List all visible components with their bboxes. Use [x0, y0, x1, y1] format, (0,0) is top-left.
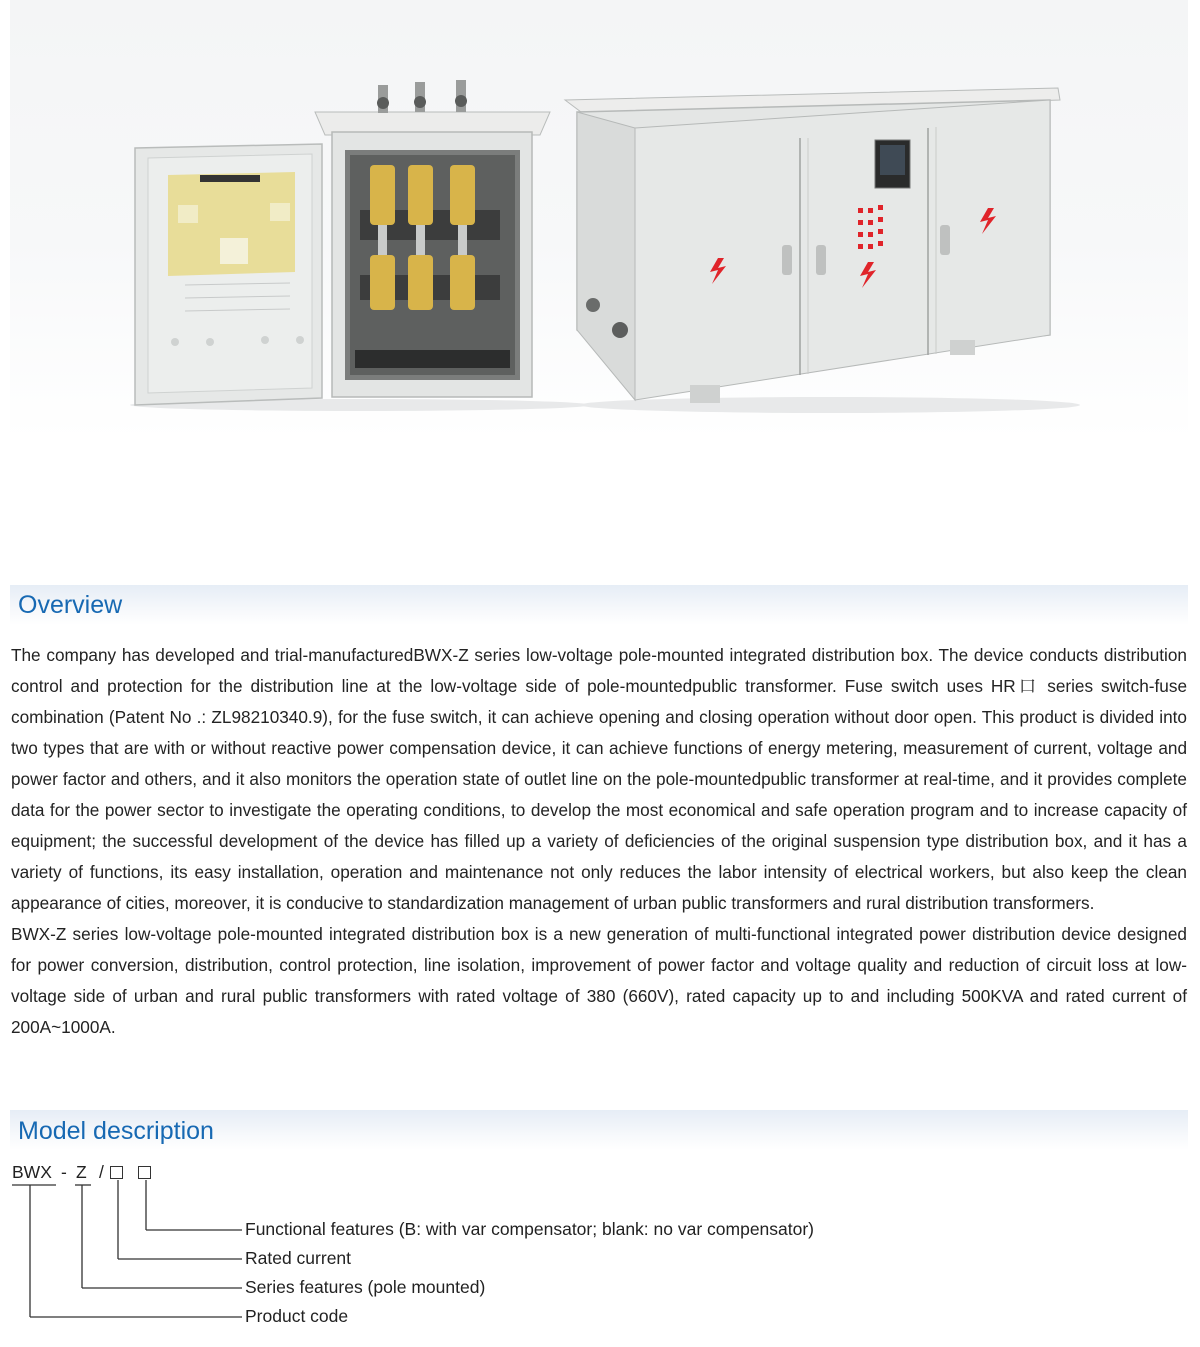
model-desc-product-code: Product code [245, 1306, 349, 1326]
model-desc-functional-features: Functional features (B: with var compensator; blank: no var compensator) [245, 1219, 815, 1239]
model-heading: Model description [18, 1117, 214, 1145]
overview-paragraph-2: BWX-Z series low-voltage pole-mounted integrated distribution box is a new generation of multi-functional integrated power distribution device designed for power conversion, distribution, control protection, line isolation, improvement of power factor and voltage quality and reduction of circuit loss at low-voltage side of urban and rural public transformers with rated voltage of 380 (660V), rated capacity up to and including 500KVA and rated current of 200A~1000A. [11, 924, 1187, 1037]
model-desc-rated-current: Rated current [245, 1248, 352, 1268]
model-code-dash: - [61, 1162, 67, 1182]
model-code-bwx: BWX [12, 1162, 52, 1182]
overview-paragraph-1: The company has developed and trial-manufacturedBWX-Z series low-voltage pole-mounted integrated distribution box. The device conducts distribution control and protection for the distribution line at the low-voltage side of pole-mountedpublic transformer. Fuse switch uses HR口 series switch-fuse combination (Patent No .: ZL98210340.9), for the fuse switch, it can achieve opening and closing operation without door open. This product is divided into two types that are with or without reactive power compensation device, it can achieve functions of energy metering, measurement of current, voltage and power factor and others, and it also monitors the operation state of outlet line on the pole-mountedpublic transformer at real-time, and it provides complete data for the power sector to investigate the operating conditions, to develop the most economical and safe operation program and to increase capacity of equipment; the successful development of the device has filled up a variety of deficiencies of the original suspension type distribution box, and it has a variety of functions, its easy installation, operation and maintenance not only reduces the labor intensity of electrical workers, but also keep the clean appearance of cities, moreover, it is conducive to standardization management of urban public transformers and rural distribution transformers. [11, 645, 1187, 913]
model-code-z: Z [76, 1162, 87, 1182]
overview-heading: Overview [18, 591, 123, 619]
model-desc-series-features: Series features (pole mounted) [245, 1277, 486, 1297]
model-code-slash: / [99, 1162, 104, 1182]
